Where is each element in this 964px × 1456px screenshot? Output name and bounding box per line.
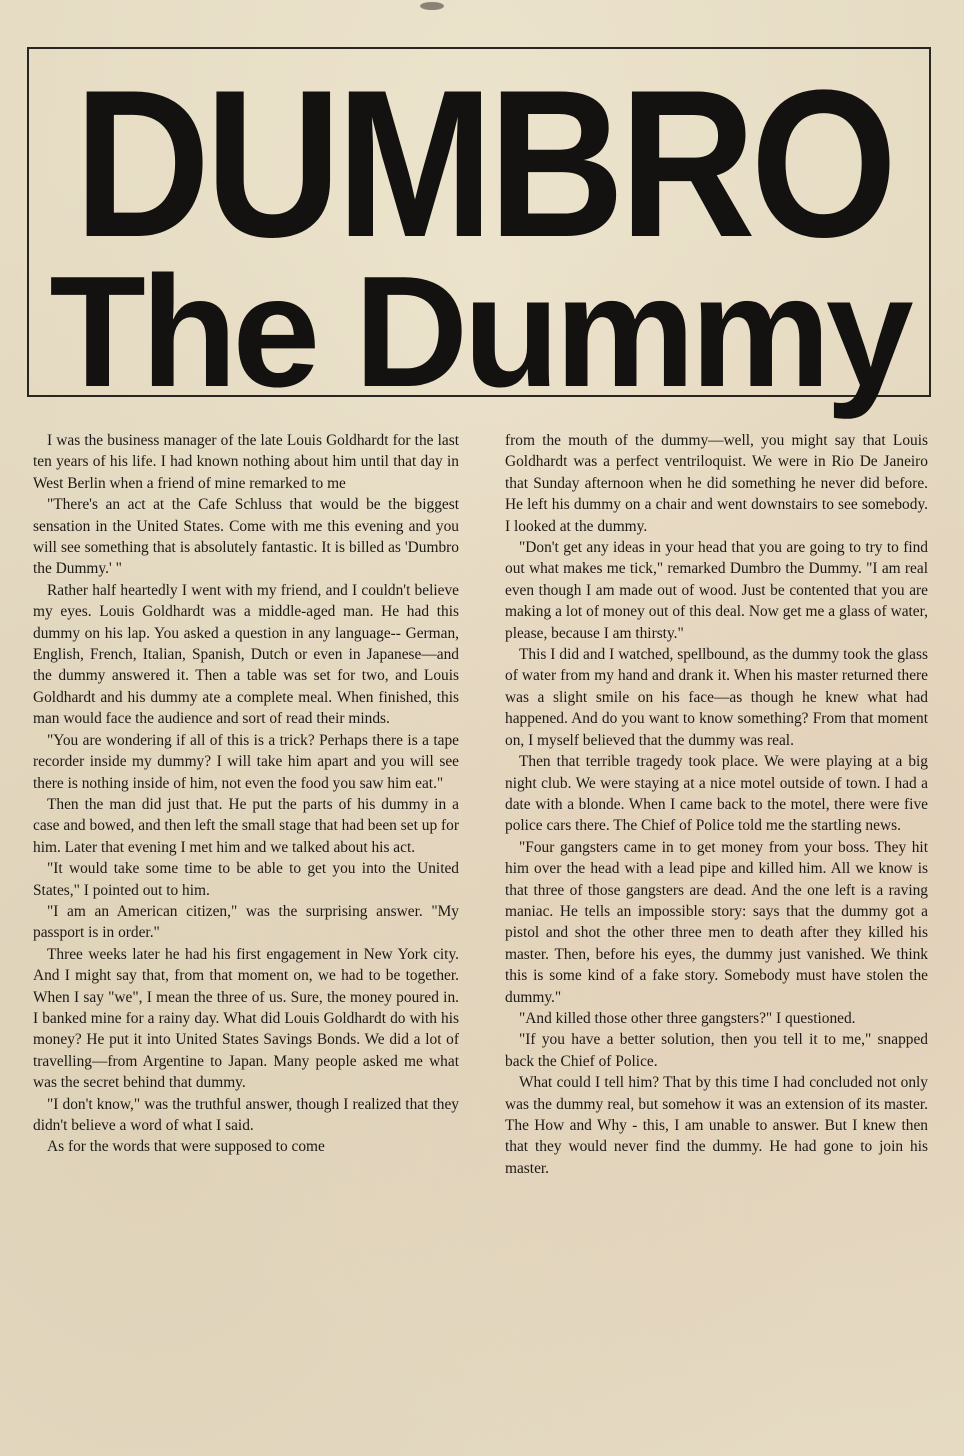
paragraph: "It would take some time to be able to get you into the United States," I pointed out to him. bbox=[33, 860, 459, 899]
paragraph: As for the words that were supposed to come bbox=[47, 1138, 325, 1156]
paragraph: This I did and I watched, spellbound, as the dummy took the glass of water from my hand and drank it. When his master returned there was a slight smile on his face—as though he knew what had happened. And do you want to know something? From that moment on, I myself believed that the dummy was real. bbox=[505, 646, 928, 749]
title-box bbox=[27, 46, 931, 420]
title-main: DUMBRO bbox=[74, 46, 893, 281]
paragraph: Three weeks later he had his first engagement in New York city. And I might say that, from that moment on, we had to be together. When I say "we", I mean the three of us. Sure, the money poured in. I banked mine for a rainy day. What did Louis Goldhardt do with his money? He put it into United States Savings Bonds. We did a lot of travelling—from Argentine to Japan. Many people asked me what was the secret behind that dummy. bbox=[33, 945, 459, 1092]
paragraph: "I am an American citizen," was the surprising answer. "My passport is in order." bbox=[33, 902, 459, 942]
paragraph: Then that terrible tragedy took place. We were playing at a big night club. We were staying at a nice motel outside of town. I had a date with a blonde. When I came back to the motel, there were five police cars there. The Chief of Police told me the startling news. bbox=[505, 753, 928, 835]
paragraph: "There's an act at the Cafe Schluss that would be the biggest sensation in the United States. Come with me this evening and you will see something that is absolutely fantastic. It is billed as 'Dumbro the Dummy.' " bbox=[33, 496, 459, 578]
paragraph: I was the business manager of the late Louis Goldhardt for the last ten years of his life. I had known nothing about him until that day in West Berlin when a friend of mine remarked to me bbox=[33, 432, 459, 492]
paragraph: "And killed those other three gangsters?" I questioned. bbox=[519, 1009, 856, 1027]
paragraph: "Four gangsters came in to get money from your boss. They hit him over the head with a lead pipe and killed him. All we know is that three of those gangsters are dead. And the one left is a raving maniac. He tells an impossible story: says that the dummy got a pistol and shot the other three men to death after they killed his master. Then, before his eyes, the dummy just vanished. We think this is some kind of a fake story. Somebody must have stolen the dummy." bbox=[505, 838, 928, 1006]
paragraph: Then the man did just that. He put the parts of his dummy in a case and bowed, and then left the small stage that had been set up for him. Later that evening I met him and we talked about his act. bbox=[33, 795, 459, 856]
paragraph: What could I tell him? That by this time I had concluded not only was the dummy real, but somehow it was an extension of its master. The How and Why - this, I am unable to answer. But I knew then that they would never find the dummy. He had gone to join his master. bbox=[505, 1074, 928, 1177]
story-column-right bbox=[505, 430, 928, 1179]
paragraph: "I don't know," was the truthful answer, though I realized that they didn't believe a word of what I said. bbox=[33, 1095, 459, 1134]
paragraph: "If you have a better solution, then you tell it to me," snapped back the Chief of Police. bbox=[505, 1031, 928, 1070]
story-column-left bbox=[33, 430, 459, 1158]
paragraph: from the mouth of the dummy—well, you might say that Louis Goldhardt was a perfect ventriloquist. We were in Rio De Janeiro that Sunday afternoon when he did something he never did before. He left his dummy on a chair and went downstairs to see somebody. I looked at the dummy. bbox=[505, 432, 928, 535]
print-speck bbox=[420, 2, 444, 10]
paragraph: "You are wondering if all of this is a trick? Perhaps there is a tape recorder inside my dummy? I will take him apart and you will see there is nothing inside of him, not even the food you saw him eat." bbox=[33, 731, 459, 792]
paragraph: "Don't get any ideas in your head that you are going to try to find out what makes me tick," remarked Dumbro the Dummy. "I am real even though I am made out of wood. Just be contented that you are making a lot of money out of this deal. Now get me a glass of water, please, because I am thirsty." bbox=[505, 539, 928, 642]
title-subtitle: The Dummy bbox=[49, 244, 909, 420]
paragraph: Rather half heartedly I went with my friend, and I couldn't believe my eyes. Louis Goldhardt was a middle-aged man. He had this dummy on his lap. You asked a question in any language-- German, English, French, Italian, Spanish, Dutch or even in Japanese—and the dummy answered it. Then a table was set for two, and Louis Goldhardt and his dummy ate a complete meal. When finished, this man would face the audience and sort of read their minds. bbox=[33, 581, 459, 728]
